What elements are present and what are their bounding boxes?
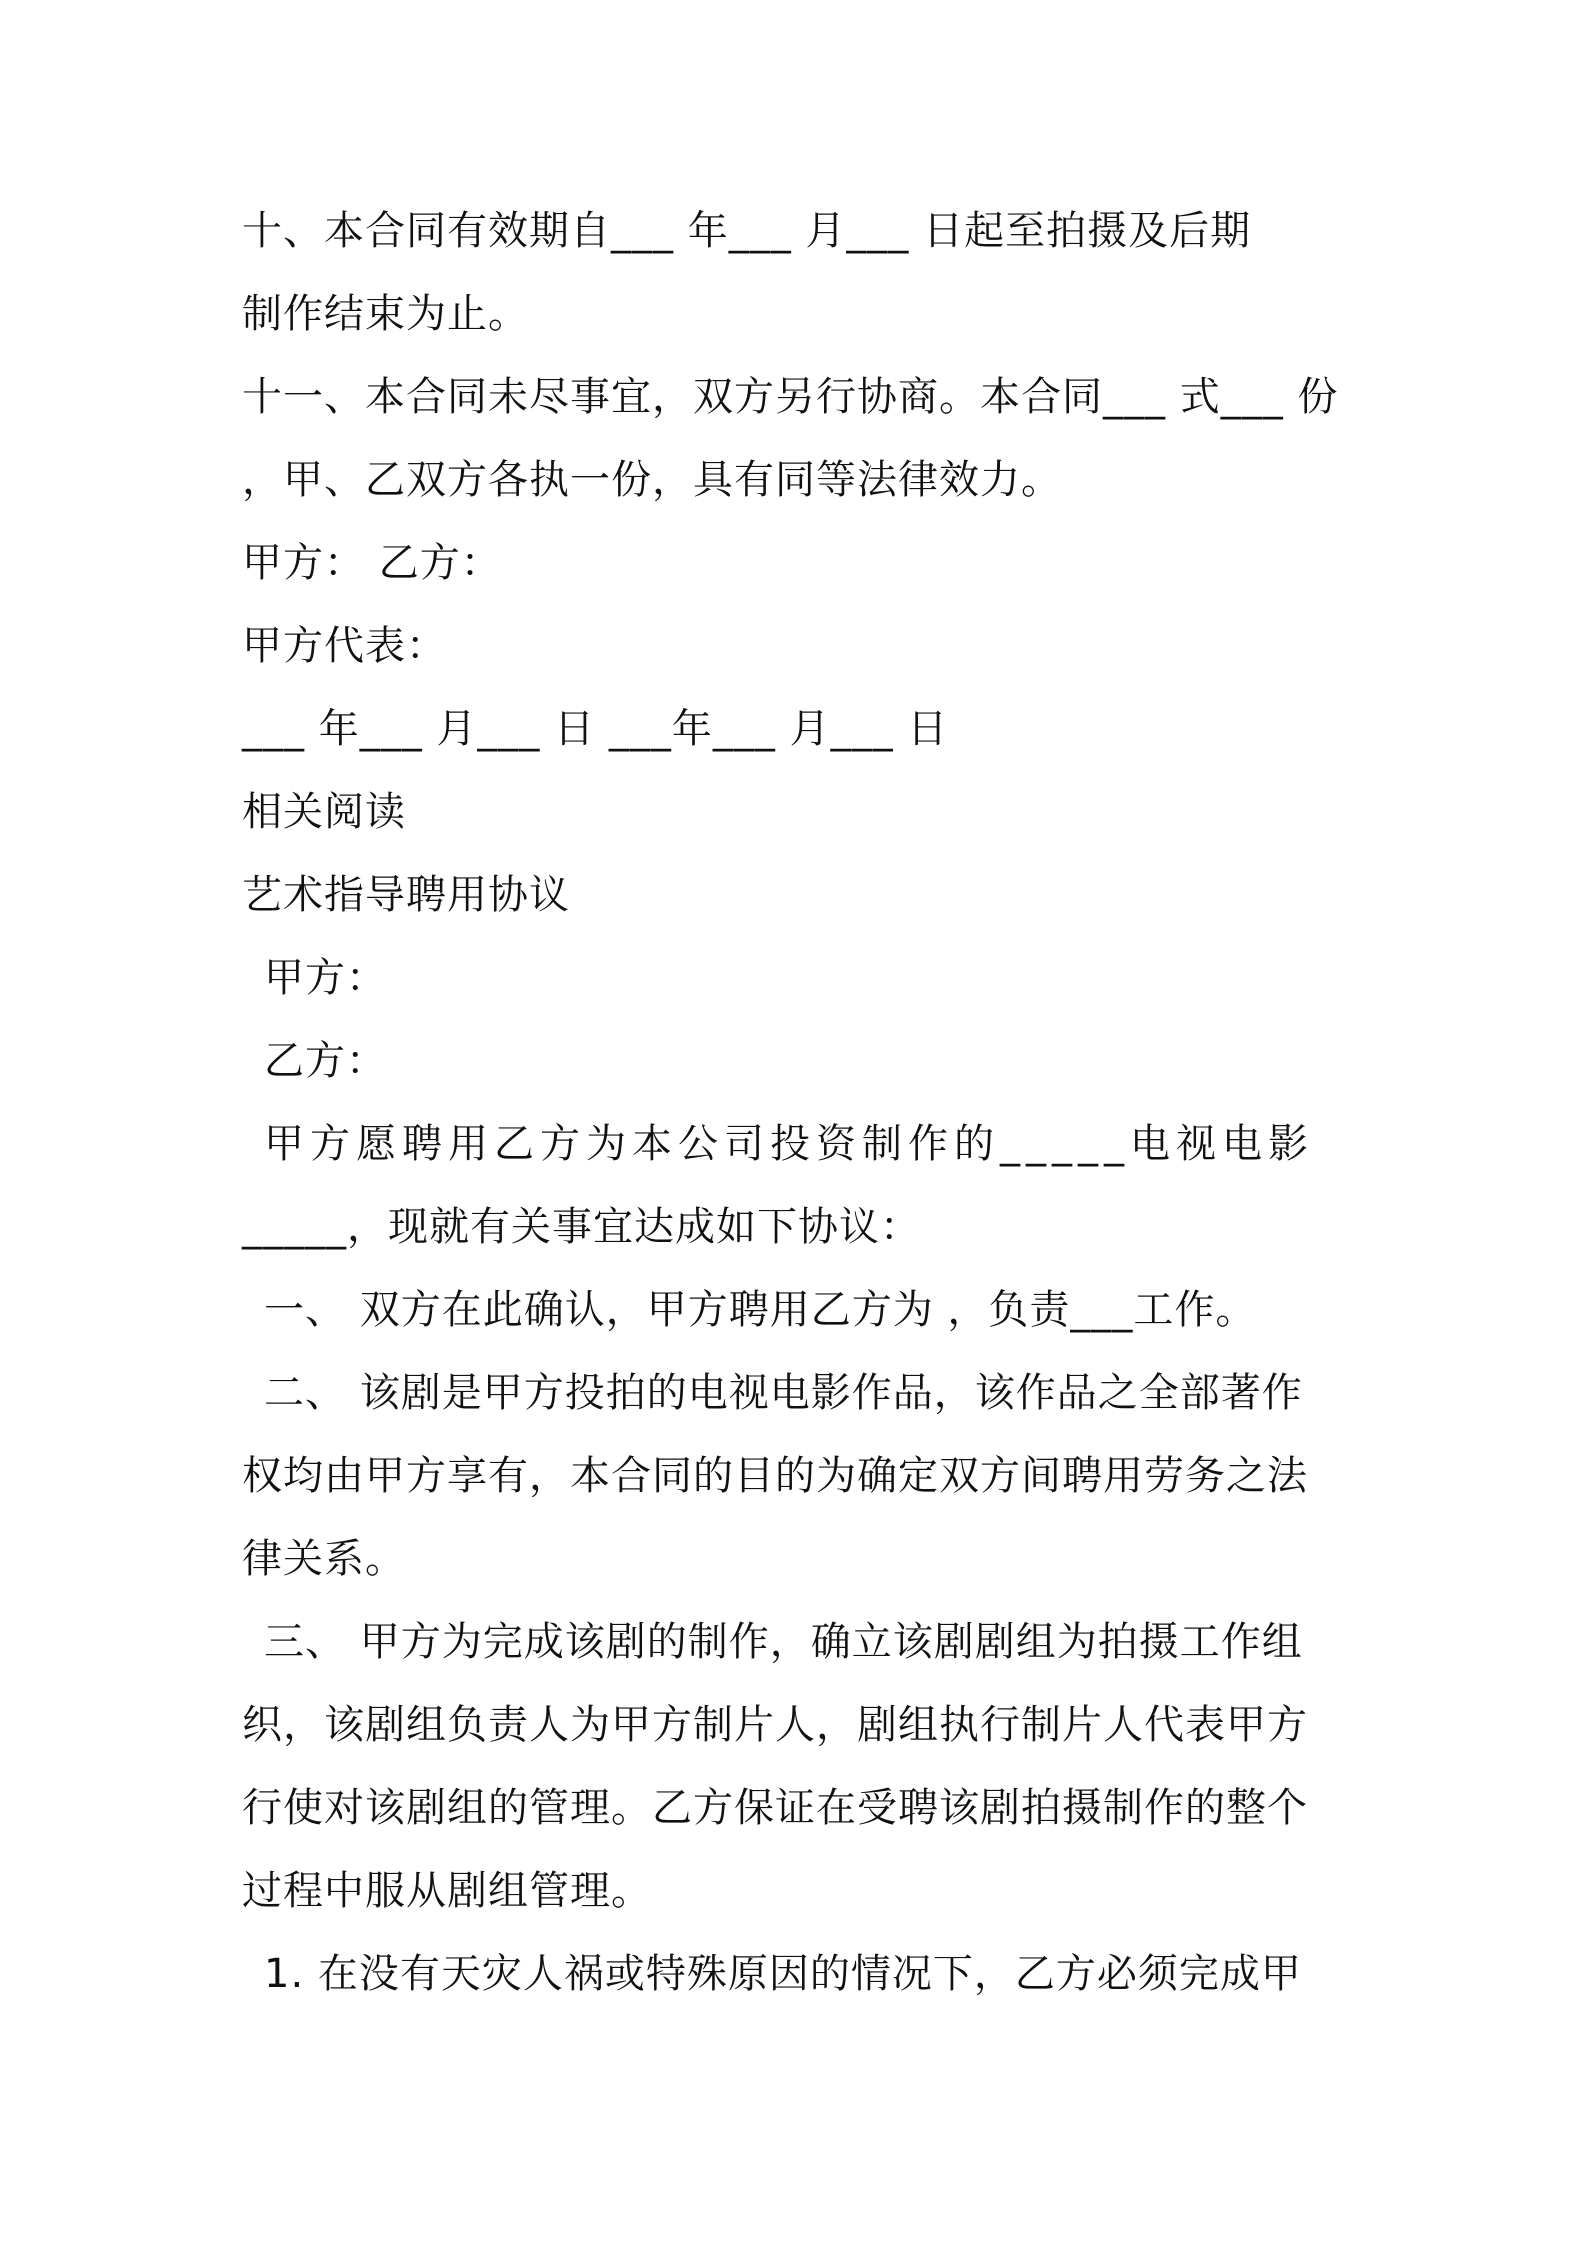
article-2-line-2: 权均由甲方享有，本合同的目的为确定双方间聘用劳务之法 [242,1453,1308,1499]
clause-11-line-1: 十一、本合同未尽事宜，双方另行协商。本合同___ 式___ 份 [242,374,1339,420]
agreement-title: 艺术指导聘用协议 [242,872,570,918]
article-3-line-4: 过程中服从剧组管理。 [242,1868,652,1914]
related-reading-heading: 相关阅读 [242,789,406,835]
article-3-line-3: 行使对该剧组的管理。乙方保证在受聘该剧拍摄制作的整个 [242,1785,1308,1831]
intro-line-2: _____，现就有关事宜达成如下协议： [242,1204,921,1250]
intro-line-1: 甲方愿聘用乙方为本公司投资制作的_____电视电影 [264,1121,1314,1167]
article-2-line-3: 律关系。 [242,1536,406,1582]
party-signatures: 甲方： 乙方： [242,540,502,586]
clause-10-line-2: 制作结束为止。 [242,291,529,337]
party-b-label: 乙方： [264,1038,387,1084]
article-3-line-2: 织，该剧组负责人为甲方制片人，剧组执行制片人代表甲方 [242,1702,1308,1748]
article-2-line-1: 二、 该剧是甲方投拍的电视电影作品，该作品之全部著作 [264,1370,1303,1416]
article-1: 一、 双方在此确认，甲方聘用乙方为 ，负责___工作。 [264,1287,1257,1333]
clause-11-line-2: ，甲、乙双方各执一份，具有同等法律效力。 [242,457,1062,503]
item-1-line-1: 1. 在没有天灾人祸或特殊原因的情况下，乙方必须完成甲 [264,1951,1302,1997]
clause-10-line-1: 十、本合同有效期自___ 年___ 月___ 日起至拍摄及后期 [242,208,1252,254]
party-a-representative: 甲方代表： [242,623,447,669]
party-a-label: 甲方： [264,955,387,1001]
signature-dates: ___ 年___ 月___ 日 ___年___ 月___ 日 [242,706,949,752]
article-3-line-1: 三、 甲方为完成该剧的制作，确立该剧剧组为拍摄工作组 [264,1619,1303,1665]
